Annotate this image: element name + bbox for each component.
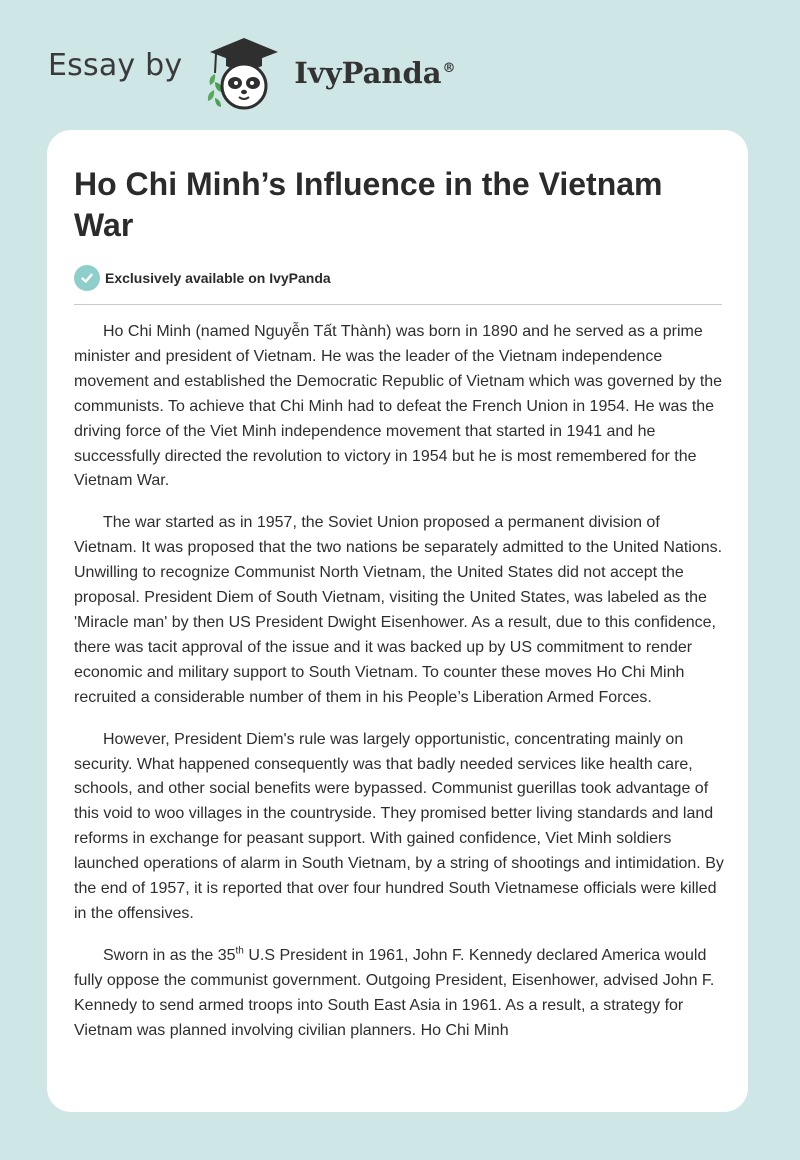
brand-prefix: Essay by	[48, 47, 183, 83]
panda-graduate-icon	[196, 30, 292, 112]
brand-header	[48, 30, 456, 112]
ordinal-suffix: th	[235, 945, 244, 957]
paragraph-3: However, President Diem's rule was largely opportunistic, concentrating mainly on security. What happened consequently was that badly needed services like health care, schools, and other social benefits were bypassed. Communist guerillas took advantage of this void to woo villages in the countryside. They promised better living standards and land reforms in exchange for peasant support. With gained confidence, Viet Minh soldiers launched operations of alarm in South Vietnam, by a string of shootings and intimidation. By the end of 1957, it is reported that over four hundred South Vietnamese officials were killed in the offensives.	[74, 730, 724, 922]
brand-name: IvyPanda®	[294, 56, 456, 90]
registered-mark: ®	[442, 61, 456, 77]
essay-card	[47, 130, 748, 1112]
divider	[74, 304, 722, 305]
exclusive-label: Exclusively available on IvyPanda	[105, 270, 331, 286]
exclusive-badge	[74, 264, 722, 292]
paragraph-4: Sworn in as the 35th U.S President in 1961, John F. Kennedy declared America would fully oppose the communist government. Outgoing President, Eisenhower, advised John F. Kennedy to send armed troops into South East Asia in 1961. As a result, a strategy for Vietnam was planned involving civilian planners. Ho Chi Minh	[74, 945, 715, 1039]
paragraph-1: Ho Chi Minh (named Nguyễn Tất Thành) was born in 1890 and he served as a prime minister and president of Vietnam. He was the leader of the Vietnam independence movement and established the Democratic Republic of Vietnam which was governed by the communists. To achieve that Chi Minh had to defeat the French Union in 1954. He was the driving force of the Viet Minh independence movement that started in 1941 and he successfully directed the revolution to victory in 1954 but he is most remembered for the Vietnam War.	[74, 323, 723, 490]
check-circle-icon	[74, 265, 100, 291]
essay-title: Ho Chi Minh’s Influence in the Vietnam War	[74, 166, 663, 243]
essay-body	[74, 320, 722, 1043]
paragraph-2: The war started as in 1957, the Soviet Union proposed a permanent division of Vietnam. It was proposed that the two nations be separately admitted to the United Nations. Unwilling to recognize Communist North Vietnam, the United States did not accept the proposal. President Diem of South Vietnam, visiting the United States, was labeled as the 'Miracle man' by then US President Dwight Eisenhower. As a result, due to this confidence, there was tacit approval of the issue and it was backed up by US commitment to render economic and military support to South Vietnam. To counter these moves Ho Chi Minh recruited a considerable number of them in his People’s Liberation Armed Forces.	[74, 514, 723, 706]
